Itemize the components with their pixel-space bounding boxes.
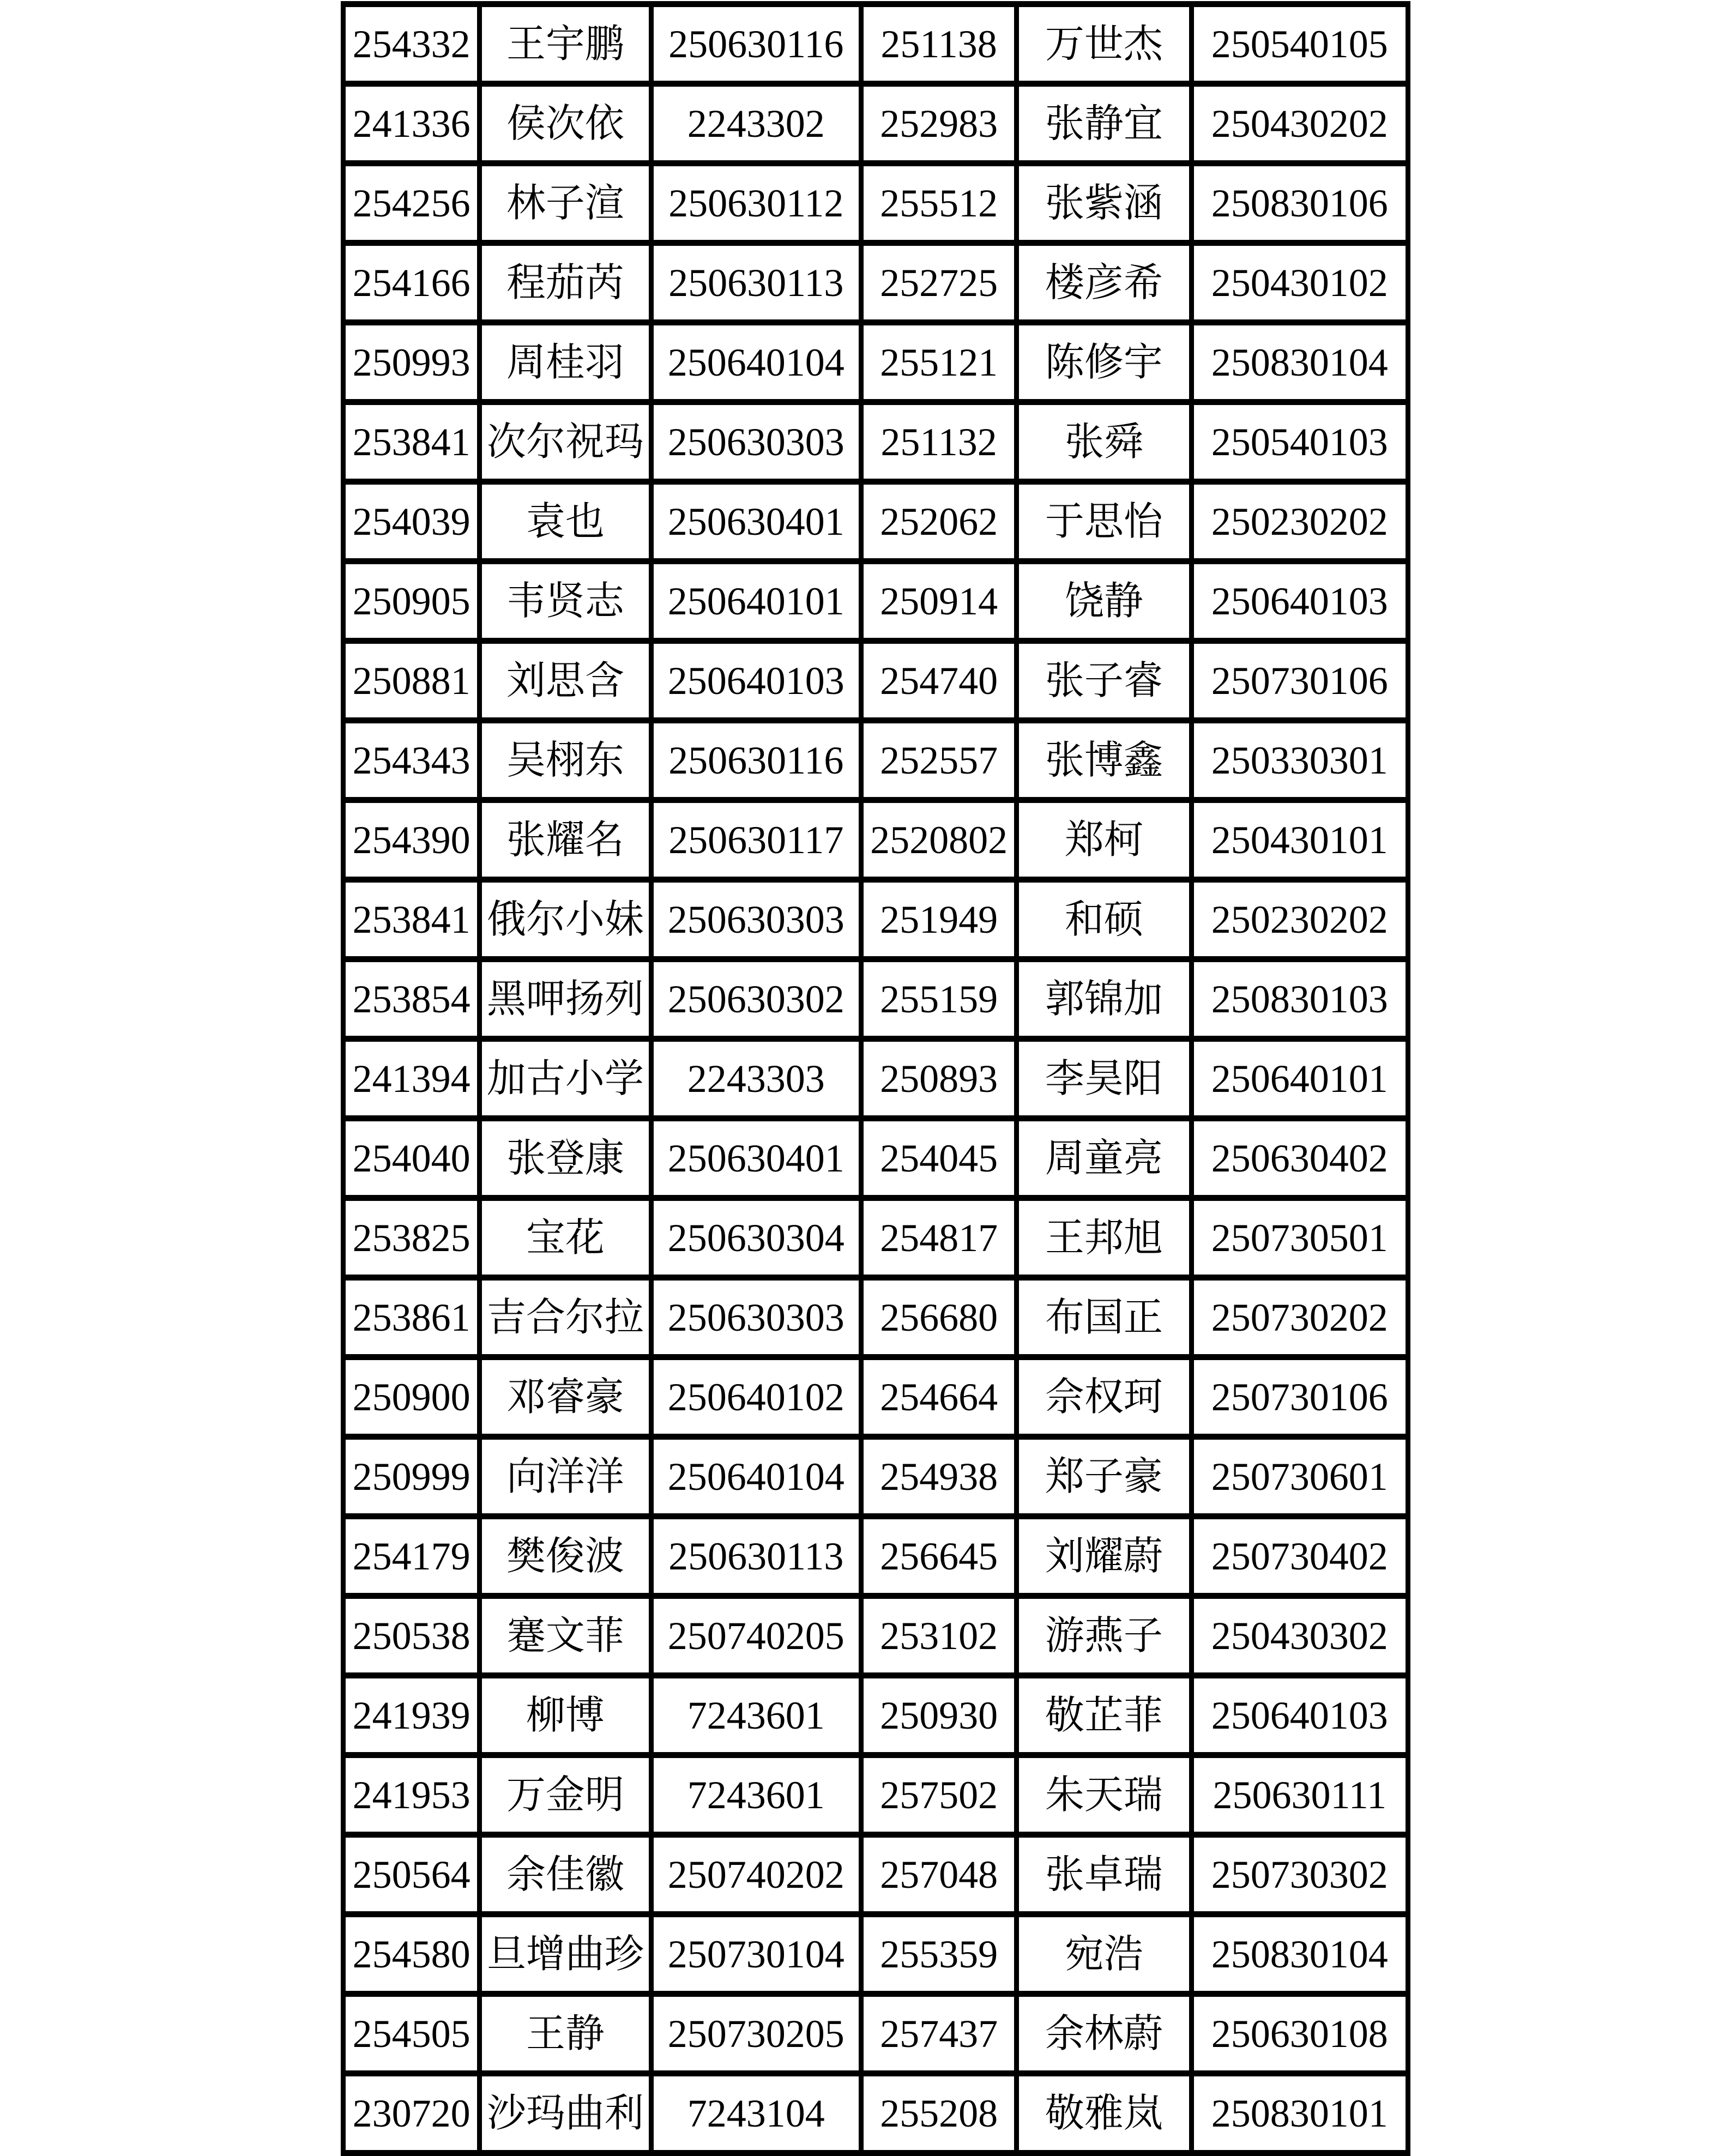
table-cell: 250730302	[1191, 1835, 1408, 1915]
table-cell: 2243303	[651, 1039, 861, 1119]
table-cell: 周桂羽	[480, 323, 651, 402]
table-cell: 254580	[343, 1915, 480, 1994]
table-cell: 250730202	[1191, 1278, 1408, 1357]
table-cell: 252062	[861, 482, 1016, 561]
table-cell: 254390	[343, 800, 480, 880]
table-cell: 241939	[343, 1676, 480, 1755]
table-cell: 250230202	[1191, 482, 1408, 561]
table-row	[343, 2074, 1408, 2153]
table-cell: 255208	[861, 2074, 1016, 2153]
table-row	[343, 800, 1408, 880]
table-cell: 袁也	[480, 482, 651, 561]
table-cell: 250630113	[651, 1517, 861, 1596]
table-cell: 敬雅岚	[1017, 2074, 1191, 2153]
table-row	[343, 1676, 1408, 1755]
table-cell: 2520802	[861, 800, 1016, 880]
table-cell: 230720	[343, 2074, 480, 2153]
table-row	[343, 1835, 1408, 1915]
table-cell: 252557	[861, 721, 1016, 800]
table-cell: 程茄芮	[480, 243, 651, 323]
table-cell: 万金明	[480, 1755, 651, 1835]
table-cell: 李昊阳	[1017, 1039, 1191, 1119]
table-cell: 255359	[861, 1915, 1016, 1994]
table-cell: 250730205	[651, 1994, 861, 2074]
table-cell: 250905	[343, 561, 480, 641]
table-cell: 吉合尔拉	[480, 1278, 651, 1357]
table-cell: 刘思含	[480, 641, 651, 721]
table-cell: 253841	[343, 402, 480, 482]
table-row	[343, 323, 1408, 402]
table-cell: 宛浩	[1017, 1915, 1191, 1994]
table-cell: 250730601	[1191, 1437, 1408, 1517]
table-cell: 250640103	[1191, 1676, 1408, 1755]
table-cell: 250830103	[1191, 959, 1408, 1039]
table-cell: 韦贤志	[480, 561, 651, 641]
table-cell: 254505	[343, 1994, 480, 2074]
table-cell: 吴栩东	[480, 721, 651, 800]
table-cell: 250881	[343, 641, 480, 721]
table-cell: 250230202	[1191, 880, 1408, 959]
table-cell: 饶静	[1017, 561, 1191, 641]
table-cell: 王宇鹏	[480, 4, 651, 84]
table-cell: 255121	[861, 323, 1016, 402]
table-cell: 于思怡	[1017, 482, 1191, 561]
table-cell: 郑子豪	[1017, 1437, 1191, 1517]
table-cell: 王邦旭	[1017, 1198, 1191, 1278]
table-cell: 250640104	[651, 323, 861, 402]
table-cell: 余林蔚	[1017, 1994, 1191, 2074]
table-cell: 250630401	[651, 482, 861, 561]
table-cell: 和硕	[1017, 880, 1191, 959]
table-cell: 254343	[343, 721, 480, 800]
table-row	[343, 402, 1408, 482]
table-cell: 250640103	[651, 641, 861, 721]
table-cell: 251132	[861, 402, 1016, 482]
table-cell: 253841	[343, 880, 480, 959]
table-cell: 250430202	[1191, 84, 1408, 164]
table-cell: 250830101	[1191, 2074, 1408, 2153]
table-cell: 254179	[343, 1517, 480, 1596]
table-cell: 254817	[861, 1198, 1016, 1278]
table-cell: 250630117	[651, 800, 861, 880]
table-cell: 俄尔小妹	[480, 880, 651, 959]
table-cell: 250730501	[1191, 1198, 1408, 1278]
table-cell: 250630113	[651, 243, 861, 323]
table-cell: 254740	[861, 641, 1016, 721]
table-row	[343, 482, 1408, 561]
table-cell: 林子渲	[480, 164, 651, 243]
table-cell: 256645	[861, 1517, 1016, 1596]
table-cell: 250730106	[1191, 641, 1408, 721]
table-cell: 250430102	[1191, 243, 1408, 323]
table-cell: 沙玛曲利	[480, 2074, 651, 2153]
table-cell: 250730402	[1191, 1517, 1408, 1596]
table-cell: 254039	[343, 482, 480, 561]
table-cell: 250630304	[651, 1198, 861, 1278]
table-cell: 250730104	[651, 1915, 861, 1994]
table-cell: 250640101	[1191, 1039, 1408, 1119]
table-row	[343, 1039, 1408, 1119]
table-cell: 241336	[343, 84, 480, 164]
table-cell: 7243601	[651, 1676, 861, 1755]
table-cell: 王静	[480, 1994, 651, 2074]
table-cell: 250538	[343, 1596, 480, 1676]
table-row	[343, 721, 1408, 800]
table-cell: 刘耀蔚	[1017, 1517, 1191, 1596]
table-cell: 7243104	[651, 2074, 861, 2153]
table-cell: 张静宜	[1017, 84, 1191, 164]
table-row	[343, 1278, 1408, 1357]
table-cell: 向洋洋	[480, 1437, 651, 1517]
table-cell: 250630303	[651, 880, 861, 959]
table-cell: 郭锦加	[1017, 959, 1191, 1039]
table-cell: 黑呷扬列	[480, 959, 651, 1039]
table-row	[343, 1198, 1408, 1278]
table-cell: 250630402	[1191, 1119, 1408, 1198]
table-cell: 251949	[861, 880, 1016, 959]
table-cell: 255512	[861, 164, 1016, 243]
table-cell: 250630108	[1191, 1994, 1408, 2074]
table-cell: 张舜	[1017, 402, 1191, 482]
table-row	[343, 84, 1408, 164]
table-cell: 250830104	[1191, 323, 1408, 402]
table-cell: 253102	[861, 1596, 1016, 1676]
table-cell: 250930	[861, 1676, 1016, 1755]
table-row	[343, 243, 1408, 323]
table-cell: 布国正	[1017, 1278, 1191, 1357]
table-cell: 250730106	[1191, 1357, 1408, 1437]
table-cell: 250630401	[651, 1119, 861, 1198]
table-cell: 万世杰	[1017, 4, 1191, 84]
table-cell: 楼彦希	[1017, 243, 1191, 323]
table-cell: 250630116	[651, 4, 861, 84]
table-cell: 250630111	[1191, 1755, 1408, 1835]
table-cell: 周童亮	[1017, 1119, 1191, 1198]
table-cell: 250630112	[651, 164, 861, 243]
table-cell: 254332	[343, 4, 480, 84]
table-cell: 加古小学	[480, 1039, 651, 1119]
table-cell: 柳博	[480, 1676, 651, 1755]
table-cell: 朱天瑞	[1017, 1755, 1191, 1835]
table-row	[343, 959, 1408, 1039]
table-cell: 250630116	[651, 721, 861, 800]
table-row	[343, 1596, 1408, 1676]
table-cell: 250900	[343, 1357, 480, 1437]
table-cell: 253854	[343, 959, 480, 1039]
table-cell: 254045	[861, 1119, 1016, 1198]
table-cell: 游燕子	[1017, 1596, 1191, 1676]
table-cell: 250640102	[651, 1357, 861, 1437]
table-cell: 250914	[861, 561, 1016, 641]
table-cell: 254938	[861, 1437, 1016, 1517]
table-cell: 郑柯	[1017, 800, 1191, 880]
table-cell: 樊俊波	[480, 1517, 651, 1596]
table-cell: 张耀名	[480, 800, 651, 880]
table-cell: 254040	[343, 1119, 480, 1198]
table-cell: 254166	[343, 243, 480, 323]
table-cell: 敬芷菲	[1017, 1676, 1191, 1755]
table-cell: 241953	[343, 1755, 480, 1835]
table-cell: 251138	[861, 4, 1016, 84]
table-cell: 250564	[343, 1835, 480, 1915]
table-cell: 250540103	[1191, 402, 1408, 482]
table-cell: 256680	[861, 1278, 1016, 1357]
table-cell: 257502	[861, 1755, 1016, 1835]
table-cell: 250999	[343, 1437, 480, 1517]
table-cell: 邓睿豪	[480, 1357, 651, 1437]
table-cell: 250640103	[1191, 561, 1408, 641]
table-row	[343, 561, 1408, 641]
table-cell: 250893	[861, 1039, 1016, 1119]
table-cell: 张博鑫	[1017, 721, 1191, 800]
table-cell: 张子睿	[1017, 641, 1191, 721]
table-row	[343, 4, 1408, 84]
table-cell: 252725	[861, 243, 1016, 323]
table-cell: 7243601	[651, 1755, 861, 1835]
table-cell: 250830106	[1191, 164, 1408, 243]
table-cell: 张紫涵	[1017, 164, 1191, 243]
table-cell: 张卓瑞	[1017, 1835, 1191, 1915]
table-row	[343, 1755, 1408, 1835]
table-cell: 250630302	[651, 959, 861, 1039]
table-cell: 254664	[861, 1357, 1016, 1437]
table-cell: 250630303	[651, 402, 861, 482]
table-cell: 宝花	[480, 1198, 651, 1278]
table-row	[343, 641, 1408, 721]
table-cell: 蹇文菲	[480, 1596, 651, 1676]
table-body	[343, 4, 1408, 2153]
table-cell: 257437	[861, 1994, 1016, 2074]
table-row	[343, 1437, 1408, 1517]
table-cell: 250740205	[651, 1596, 861, 1676]
table-cell: 250540105	[1191, 4, 1408, 84]
table-cell: 252983	[861, 84, 1016, 164]
table-cell: 250330301	[1191, 721, 1408, 800]
table-row	[343, 164, 1408, 243]
table-cell: 250630303	[651, 1278, 861, 1357]
table-cell: 250430101	[1191, 800, 1408, 880]
table-cell: 253825	[343, 1198, 480, 1278]
table-cell: 255159	[861, 959, 1016, 1039]
table-row	[343, 1915, 1408, 1994]
table-cell: 余佳徽	[480, 1835, 651, 1915]
table-cell: 侯次依	[480, 84, 651, 164]
table-row	[343, 1119, 1408, 1198]
table-cell: 250830104	[1191, 1915, 1408, 1994]
table-cell: 2243302	[651, 84, 861, 164]
table-cell: 250640101	[651, 561, 861, 641]
roster-table	[341, 1, 1410, 2156]
table-cell: 250740202	[651, 1835, 861, 1915]
table-cell: 旦增曲珍	[480, 1915, 651, 1994]
table-cell: 张登康	[480, 1119, 651, 1198]
table-cell: 250640104	[651, 1437, 861, 1517]
table-cell: 253861	[343, 1278, 480, 1357]
table-row	[343, 1517, 1408, 1596]
table-cell: 241394	[343, 1039, 480, 1119]
table-row	[343, 1357, 1408, 1437]
table-row	[343, 880, 1408, 959]
table-cell: 254256	[343, 164, 480, 243]
table-row	[343, 1994, 1408, 2074]
table-cell: 250430302	[1191, 1596, 1408, 1676]
table-cell: 次尔祝玛	[480, 402, 651, 482]
table-cell: 257048	[861, 1835, 1016, 1915]
table-cell: 250993	[343, 323, 480, 402]
table-cell: 佘权珂	[1017, 1357, 1191, 1437]
table-cell: 陈修宇	[1017, 323, 1191, 402]
